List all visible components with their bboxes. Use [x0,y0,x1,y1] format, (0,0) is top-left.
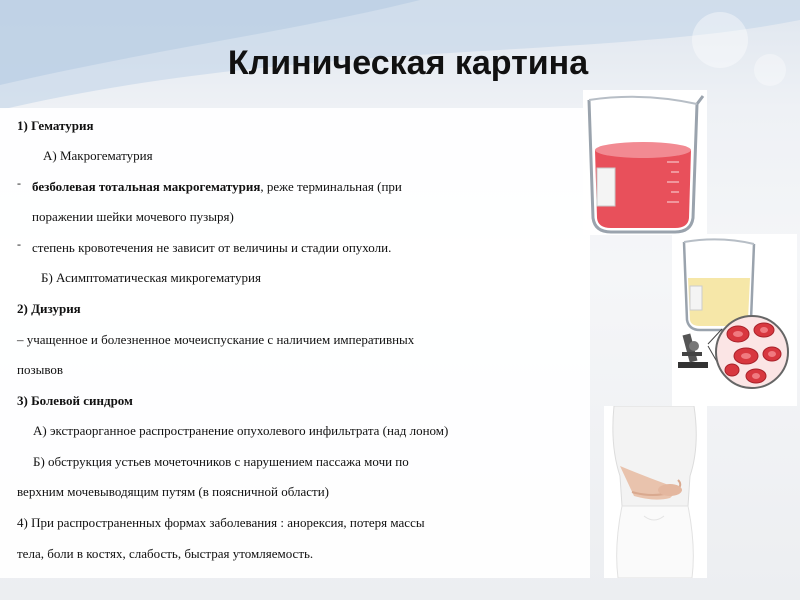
beaker-red-illustration [583,90,707,235]
section1-bullet1-cont: поражении шейки мочевого пузыря) [32,209,234,224]
section3-b1: Б) обструкция устьев мочеточников с нарушением пассажа мочи по [33,454,409,469]
section2-line1: – учащенное и болезненное мочеиспускание с наличием императивных [17,332,415,347]
section3-b2: верхним мочевыводящим путям (в поясничной области) [17,484,330,499]
section3-heading: 3) Болевой синдром [17,393,133,408]
abdominal-pain-illustration [604,406,707,578]
section1-bullet1-rest: , реже терминальная (при [260,179,402,194]
section1-sub-a: А) Макрогематурия [43,148,153,163]
section1-bullet1-bold: безболевая тотальная макрогематурия [32,179,261,194]
section2-heading: 2) Дизурия [17,301,81,316]
section1-heading: 1) Гематурия [17,118,94,133]
section2-line2: позывов [17,362,64,377]
section3-a: А) экстраорганное распространение опухолевого инфильтрата (над лоном) [33,423,449,438]
slide-title: Клиническая картина [227,44,589,82]
bullet-marker: - [17,237,21,251]
microhematuria-illustration [672,234,797,406]
bullet-marker: - [17,176,21,190]
section4-line1: 4) При распространенных формах заболевания : анорексия, потеря массы [17,515,425,530]
section1-bullet1 [32,179,402,195]
section1-sub-b: Б) Асимптоматическая микрогематурия [41,270,261,285]
section1-bullet2: степень кровотечения не зависит от величины и стадии опухоли. [32,240,392,255]
section4-line2: тела, боли в костях, слабость, быстрая утомляемость. [17,546,314,561]
